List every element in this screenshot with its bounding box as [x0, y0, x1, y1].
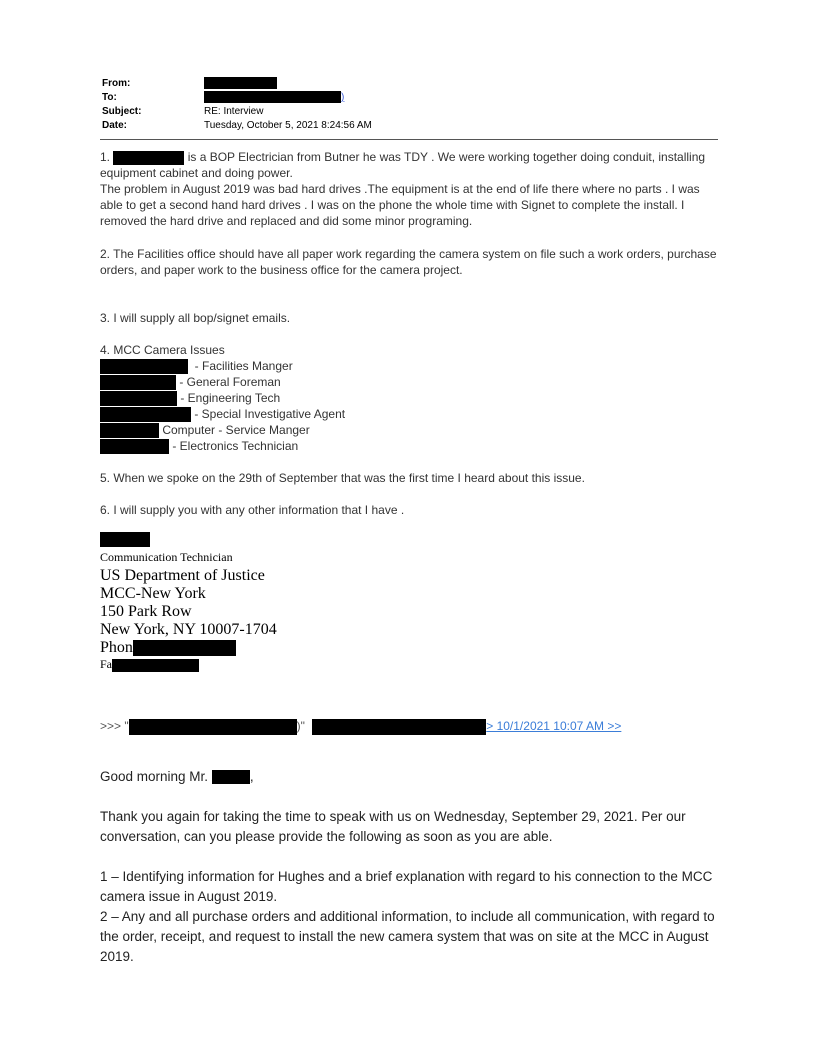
redacted-fax	[112, 659, 199, 672]
list-item: - Facilities Manger	[100, 358, 720, 374]
header-divider	[100, 139, 718, 140]
reply-paragraph-2: 2. The Facilities office should have all paper work regarding the camera system on file such a work orders, purchase orders, and paper work to the business office for the camera project.	[100, 247, 717, 277]
to-tail: )	[341, 92, 345, 103]
reply-paragraph-3: 3. I will supply all bop/signet emails.	[100, 311, 291, 325]
list-item: - Special Investigative Agent	[100, 406, 720, 422]
camera-issues-list	[100, 342, 720, 454]
request-item-1: 1 – Identifying information for Hughes and a brief explanation with regard to his connection to the MCC camera issue in August 2019.	[100, 869, 713, 904]
forward-mid: )"	[296, 719, 305, 734]
signature-title: Communication Technician	[100, 550, 233, 564]
reply-paragraph-6: 6. I will supply you with any other information that I have .	[100, 503, 405, 517]
redacted-forward-sender	[129, 719, 297, 735]
signature-org: US Department of Justice	[100, 567, 265, 584]
subject-value: RE: Interview	[204, 106, 264, 117]
p1-number: 1.	[100, 150, 111, 164]
greeting: Good morning Mr. ,	[100, 769, 254, 784]
redacted-electrician-name	[113, 151, 184, 165]
reply-paragraph-1	[100, 149, 720, 181]
redacted-to	[204, 91, 341, 103]
signature-street: 150 Park Row	[100, 603, 192, 620]
reply-paragraph-5: 5. When we spoke on the 29th of September that was the first time I heard about this issue.	[100, 471, 585, 485]
redacted-name	[100, 439, 169, 454]
issues-title: 4. MCC Camera Issues	[100, 343, 225, 357]
redacted-name	[100, 375, 176, 390]
list-item: - General Foreman	[100, 374, 720, 390]
signature-phone: Phon	[100, 639, 236, 657]
list-item: - Electronics Technician	[100, 438, 720, 454]
forwarded-header	[100, 719, 621, 735]
redacted-sender-name	[100, 532, 150, 547]
redacted-name	[100, 391, 177, 406]
redacted-from	[204, 77, 277, 89]
request-item-2: 2 – Any and all purchase orders and additional information, to include all communication, with regard to the order, receipt, and request to install the new camera system that was on site at the MCC in August 2019.	[100, 909, 715, 964]
subject-label: Subject:	[102, 106, 142, 117]
reply-paragraph-1b: The problem in August 2019 was bad hard drives .The equipment is at the end of life there where no parts . I was able to get a second hand hard drives . I was on the phone the whole time with Signet to complete the install. I removed the hard drive and replaced and did some minor programing.	[100, 182, 700, 228]
forward-date-link[interactable]: > 10/1/2021 10:07 AM >>	[486, 719, 622, 734]
redacted-name	[100, 359, 188, 374]
signature-fax: Fa	[100, 657, 199, 672]
redacted-name	[100, 423, 159, 438]
email-paragraph-1: Thank you again for taking the time to speak with us on Wednesday, September 29, 2021. Per our conversation, can you please provide the following as soon as you are able.	[100, 809, 686, 844]
list-item: - Engineering Tech	[100, 390, 720, 406]
redacted-name	[100, 407, 191, 422]
to-label: To:	[102, 92, 117, 103]
redacted-forward-email	[312, 719, 486, 735]
redacted-phone	[133, 640, 236, 656]
signature-city: New York, NY 10007-1704	[100, 621, 277, 638]
signature-facility: MCC-New York	[100, 585, 206, 602]
p1-text: is a BOP Electrician from Butner he was TDY . We were working together doing conduit, installing equipment cabinet and doing power.	[100, 150, 706, 180]
date-value: Tuesday, October 5, 2021 8:24:56 AM	[204, 120, 372, 131]
from-label: From:	[102, 78, 131, 89]
date-label: Date:	[102, 120, 128, 131]
forward-prefix: >>> "	[100, 719, 129, 734]
redacted-recipient-name	[212, 770, 250, 784]
list-item: Computer - Service Manger	[100, 422, 720, 438]
